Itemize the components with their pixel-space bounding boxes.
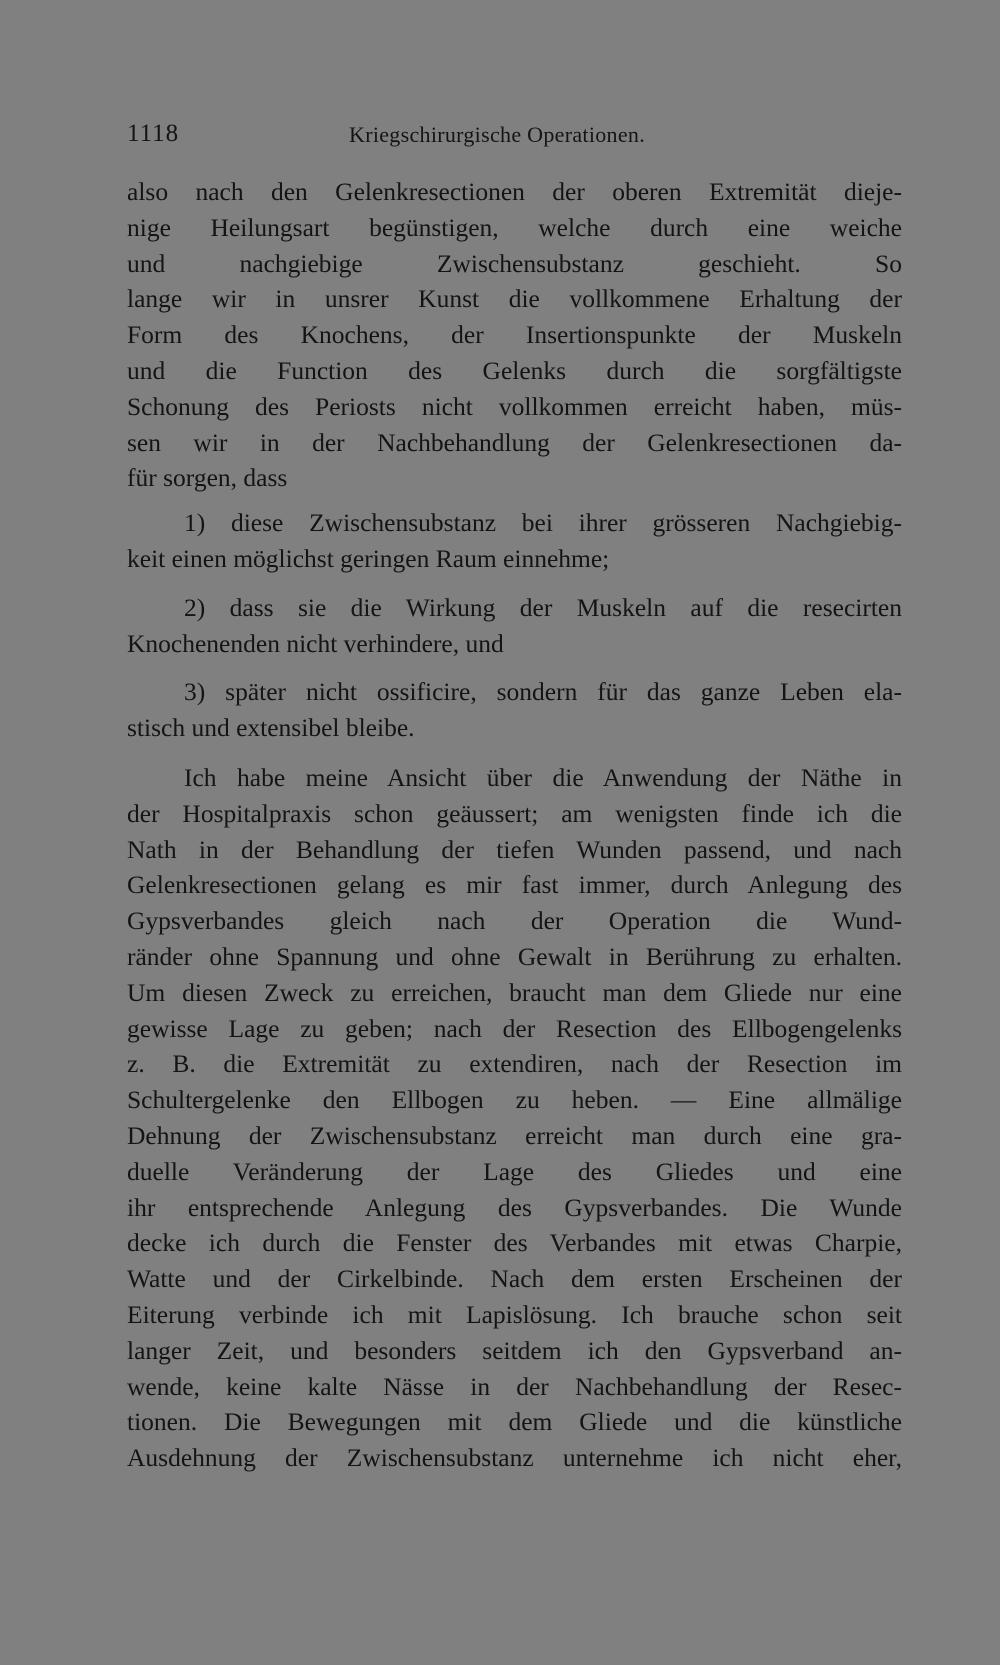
text-line: stisch und extensibel bleibe. bbox=[127, 713, 415, 743]
text-line: keit einen möglichst geringen Raum einnehme; bbox=[127, 543, 610, 573]
text-line: Dehnung der Zwischensubstanz erreicht man durch eine gra- bbox=[127, 1120, 902, 1150]
text-line: nige Heilungsart begünstigen, welche durch eine weiche bbox=[127, 212, 902, 242]
text-line: und die Function des Gelenks durch die sorgfältigste bbox=[127, 355, 902, 385]
text-line: sen wir in der Nachbehandlung der Gelenkresectionen da- bbox=[127, 427, 902, 457]
text-line: also nach den Gelenkresectionen der oberen Extremität dieje- bbox=[127, 177, 902, 206]
paragraph-intro bbox=[127, 174, 902, 496]
list-item-1 bbox=[127, 505, 902, 577]
text-line: tionen. Die Bewegungen mit dem Gliede und die künstliche bbox=[127, 1407, 902, 1437]
text-line: Gelenkresectionen gelang es mir fast immer, durch Anlegung des bbox=[127, 870, 902, 900]
text-line: decke ich durch die Fenster des Verbandes mit etwas Charpie, bbox=[127, 1228, 902, 1258]
text-line: 3) später nicht ossificire, sondern für das ganze Leben ela- bbox=[184, 677, 902, 707]
text-line: Ausdehnung der Zwischensubstanz unternehme ich nicht eher, bbox=[127, 1443, 902, 1473]
text-line: lange wir in unsrer Kunst die vollkommene Erhaltung der bbox=[127, 284, 902, 314]
text-line: wende, keine kalte Nässe in der Nachbehandlung der Resec- bbox=[127, 1371, 902, 1401]
list-item-2 bbox=[127, 590, 902, 662]
list-item-3 bbox=[127, 674, 902, 746]
paragraph-main bbox=[127, 760, 902, 1476]
text-line: ihr entsprechende Anlegung des Gypsverbandes. Die Wunde bbox=[127, 1192, 902, 1222]
text-line: gewisse Lage zu geben; nach der Resection des Ellbogengelenks bbox=[127, 1013, 902, 1043]
text-line: für sorgen, dass bbox=[127, 463, 288, 493]
text-line: Nath in der Behandlung der tiefen Wunden passend, und nach bbox=[127, 834, 902, 864]
text-line: z. B. die Extremität zu extendiren, nach der Resection im bbox=[127, 1049, 902, 1079]
running-title: Kriegschirurgische Operationen. bbox=[349, 122, 646, 147]
text-line: 1) diese Zwischensubstanz bei ihrer grösseren Nachgiebig- bbox=[184, 508, 902, 538]
text-line: Ich habe meine Ansicht über die Anwendung der Näthe in bbox=[184, 762, 902, 792]
text-line: Schultergelenke den Ellbogen zu heben. — Eine allmälige bbox=[127, 1085, 902, 1115]
text-line: Gypsverbandes gleich nach der Operation die Wund- bbox=[127, 906, 902, 936]
page-header bbox=[127, 120, 902, 154]
text-line: Watte und der Cirkelbinde. Nach dem ersten Erscheinen der bbox=[127, 1264, 902, 1294]
text-line: Form des Knochens, der Insertionspunkte der Muskeln bbox=[127, 320, 902, 350]
text-line: Schonung des Periosts nicht vollkommen erreicht haben, müs- bbox=[127, 391, 902, 421]
page-number: 1118 bbox=[127, 120, 180, 147]
text-line: Knochenenden nicht verhindere, und bbox=[127, 628, 504, 658]
text-line: der Hospitalpraxis schon geäussert; am wenigsten finde ich die bbox=[127, 798, 902, 828]
page-body bbox=[127, 174, 902, 1476]
text-line: duelle Veränderung der Lage des Gliedes und eine bbox=[127, 1156, 902, 1186]
text-line: 2) dass sie die Wirkung der Muskeln auf die resecirten bbox=[184, 592, 902, 622]
text-line: ränder ohne Spannung und ohne Gewalt in Berührung zu erhalten. bbox=[127, 941, 902, 971]
text-line: Eiterung verbinde ich mit Lapislösung. Ich brauche schon seit bbox=[127, 1299, 902, 1329]
text-line: langer Zeit, und besonders seitdem ich den Gypsverband an- bbox=[127, 1335, 902, 1365]
text-line: und nachgiebige Zwischensubstanz geschieht. So bbox=[127, 248, 902, 278]
text-line: Um diesen Zweck zu erreichen, braucht man dem Gliede nur eine bbox=[127, 977, 902, 1007]
